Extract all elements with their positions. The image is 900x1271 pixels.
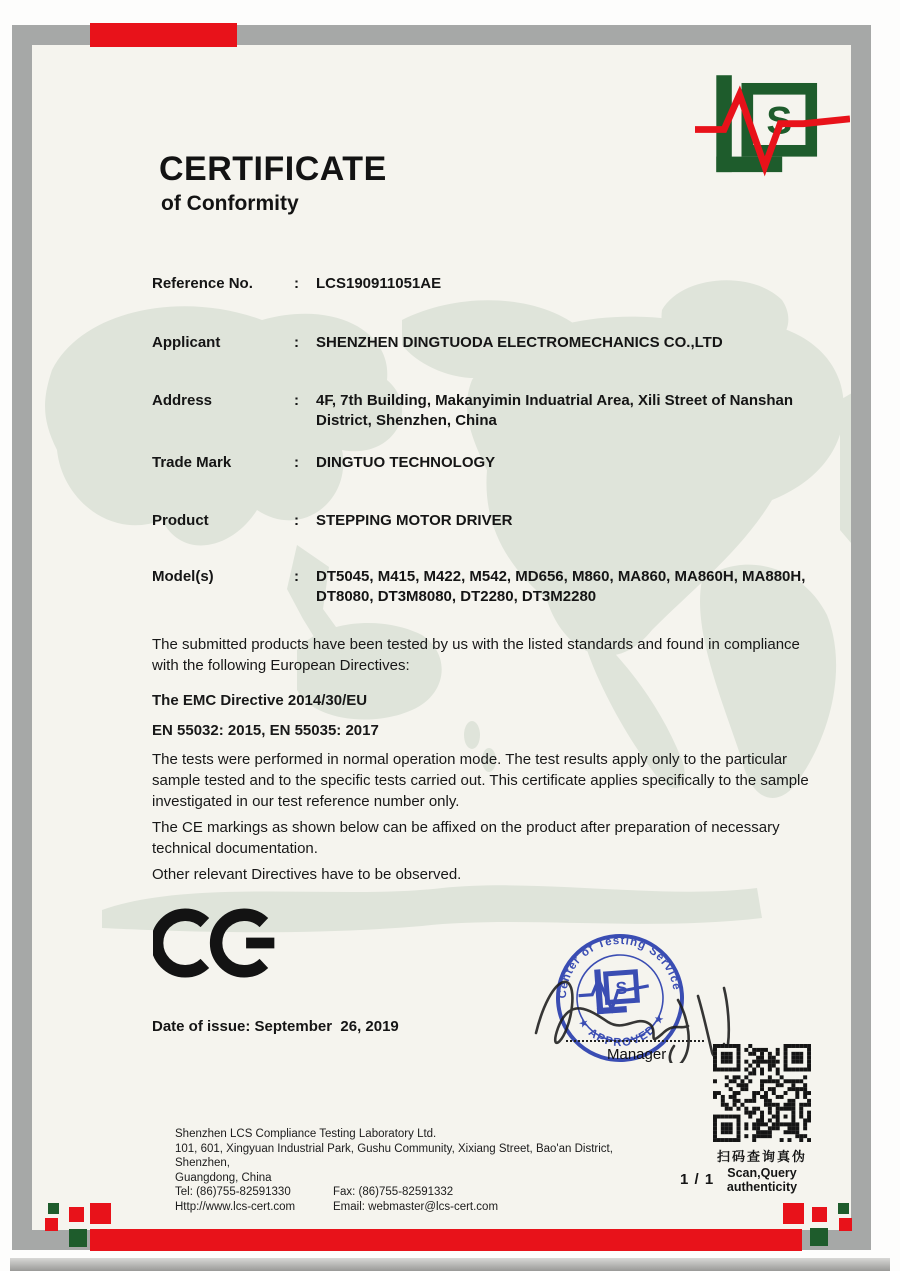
field-value: DT5045, M415, M422, M542, MD656, M860, MA860, MA860H, MA880H, DT8080, DT3M8080, DT2280, DT3M2280: [316, 568, 806, 605]
directive-line: The EMC Directive 2014/30/EU: [152, 692, 368, 709]
field-colon: :: [294, 334, 299, 351]
corner-square: [838, 1203, 849, 1214]
lab-address-line1: 101, 601, Xingyuan Industrial Park, Gushu Community, Xixiang Street, Bao'an District, Shenzhen,: [175, 1142, 613, 1170]
paragraph-ce-markings: The CE markings as shown below can be affixed on the product after preparation of necessary technical documentation.: [152, 819, 780, 857]
standards-line: EN 55032: 2015, EN 55035: 2017: [152, 722, 379, 739]
paragraph-tests: The tests were performed in normal operation mode. The test results apply only to the particular sample tested and to the specific tests carried out. This certificate applies specifically to the sample investigated in our test reference number only.: [152, 751, 809, 810]
corner-square: [812, 1207, 827, 1222]
lab-email: Email: webmaster@lcs-cert.com: [333, 1200, 499, 1213]
field-label: Applicant: [152, 334, 221, 351]
corner-square: [69, 1207, 84, 1222]
page-subtitle: of Conformity: [161, 192, 299, 215]
field-row-reference: [152, 274, 822, 294]
signature-line: [566, 1040, 704, 1042]
ce-mark-icon: [153, 903, 281, 983]
lab-name: Shenzhen LCS Compliance Testing Laboratory Ltd.: [175, 1128, 437, 1140]
corner-square: [810, 1228, 828, 1246]
paragraph-other-directives: Other relevant Directives have to be observed.: [152, 866, 462, 883]
field-value: DINGTUO TECHNOLOGY: [316, 454, 496, 471]
corner-square: [783, 1203, 804, 1224]
lcs-logo-icon: [695, 73, 850, 185]
qr-block: [703, 1044, 821, 1194]
date-of-issue: Date of issue: September 26, 2019: [152, 1018, 399, 1035]
lab-address-line2: Guangdong, China: [175, 1171, 272, 1184]
field-value: 4F, 7th Building, Makanyimin Induatrial Area, Xili Street of Nanshan District, Shenzhen, China: [316, 392, 794, 429]
border-accent-top: [90, 23, 237, 47]
field-row-trademark: [152, 453, 822, 473]
field-row-models: [152, 567, 822, 607]
corner-square: [69, 1229, 87, 1247]
lab-website: Http://www.lcs-cert.com: [175, 1200, 296, 1213]
border-accent-bottom: [90, 1229, 802, 1251]
lab-tel: Tel: (86)755-82591330: [175, 1186, 291, 1199]
corner-square: [48, 1203, 59, 1214]
lab-fax: Fax: (86)755-82591332: [333, 1186, 454, 1199]
field-value: SHENZHEN DINGTUODA ELECTROMECHANICS CO.,LTD: [316, 334, 723, 351]
qr-caption-cn: 扫码查询真伪: [716, 1149, 807, 1164]
corner-square: [839, 1218, 852, 1231]
corner-square: [45, 1218, 58, 1231]
qr-caption-en: Scan,Query authenticity: [726, 1166, 798, 1194]
field-label: Trade Mark: [152, 454, 232, 471]
field-colon: :: [294, 392, 299, 409]
field-colon: :: [294, 512, 299, 529]
field-value: LCS190911051AE: [316, 275, 442, 292]
stamp-ring-top-text: Center of Testing Service: [556, 934, 683, 999]
field-label: Product: [152, 512, 209, 529]
lcs-logo-letter: S: [766, 99, 793, 143]
field-colon: :: [294, 454, 299, 471]
field-label: Model(s): [152, 568, 214, 585]
qr-code: [713, 1044, 811, 1142]
stamp-lcs-letter: S: [615, 977, 629, 999]
scan-shadow: [10, 1258, 890, 1271]
stamp-ring-bottom-text: ★ APPROVED ★: [575, 1010, 668, 1050]
signer-title: Manager: [607, 1046, 667, 1063]
page-title: CERTIFICATE: [159, 150, 387, 188]
field-value: STEPPING MOTOR DRIVER: [316, 512, 513, 529]
lab-footer: [175, 1127, 655, 1215]
paragraph-intro: The submitted products have been tested by us with the listed standards and found in compliance with the following European Directives:: [152, 636, 800, 674]
field-row-applicant: [152, 333, 822, 353]
page-number: 1 / 1: [680, 1171, 715, 1188]
field-label: Reference No.: [152, 275, 253, 292]
field-colon: :: [294, 568, 299, 585]
field-colon: :: [294, 275, 299, 292]
field-row-address: [152, 391, 822, 431]
field-label: Address: [152, 392, 213, 409]
corner-square: [90, 1203, 111, 1224]
field-row-product: [152, 511, 822, 531]
